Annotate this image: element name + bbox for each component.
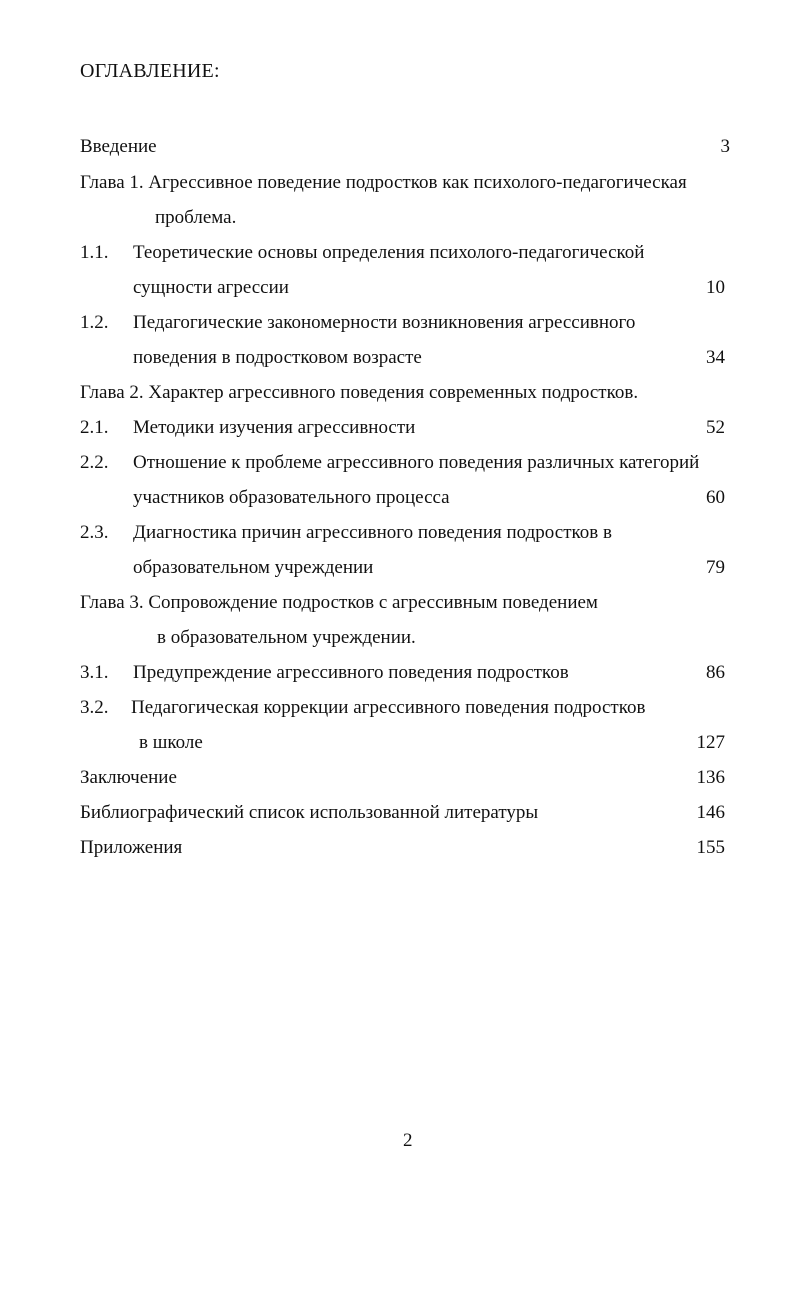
toc-section-1-2-cont [133,346,725,370]
toc-section-number: 1.1. [80,242,109,263]
toc-entry-label: Предупреждение агрессивного поведения подростков [133,662,569,683]
toc-section-1-1-cont [133,276,725,300]
toc-section-number: 2.1. [80,417,109,438]
toc-chapter-3-title-cont: в образовательном учреждении. [157,627,416,648]
page-number: 2 [403,1130,413,1151]
toc-entry-label: в школе [139,732,203,753]
toc-section-number: 2.3. [80,522,109,543]
toc-section-3-2-title: Педагогическая коррекции агрессивного поведения подростков [131,697,646,718]
toc-entry-page: 127 [696,732,725,753]
toc-section-1-1-title: Теоретические основы определения психолого-педагогической [133,242,645,263]
toc-chapter-1-title: Глава 1. Агрессивное поведение подростков как психолого-педагогическая [80,172,687,193]
toc-entry-page: 155 [696,837,725,858]
toc-entry-page: 79 [706,557,725,578]
toc-entry-label: Библиографический список использованной литературы [80,802,539,823]
toc-entry-page: 52 [706,417,725,438]
toc-entry-page: 136 [696,767,725,788]
toc-section-2-2-title: Отношение к проблеме агрессивного поведения различных категорий [133,452,700,473]
toc-entry-label: образовательном учреждении [133,557,374,578]
toc-entry-conclusion [80,766,725,790]
toc-section-2-2-cont [133,486,725,510]
toc-entry-label: Методики изучения агрессивности [133,417,416,438]
toc-entry-bibliography [80,801,725,825]
toc-entry-label: сущности агрессии [133,277,289,298]
toc-entry-page: 34 [706,347,725,368]
toc-entry-page: 146 [696,802,725,823]
toc-entry-label: участников образовательного процесса [133,487,450,508]
toc-section-2-3-cont [133,556,725,580]
toc-entry-appendices [80,836,725,860]
toc-entry-introduction [80,135,730,159]
toc-chapter-3-title: Глава 3. Сопровождение подростков с агрессивным поведением [80,592,598,613]
toc-section-1-2-title: Педагогические закономерности возникновения агрессивного [133,312,636,333]
toc-entry-page: 10 [706,277,725,298]
toc-section-3-2-cont [139,731,725,755]
toc-chapter-2-title: Глава 2. Характер агрессивного поведения современных подростков. [80,382,639,403]
toc-entry-label: Заключение [80,767,177,788]
toc-section-2-3-title: Диагностика причин агрессивного поведения подростков в [133,522,612,543]
toc-section-number: 1.2. [80,312,109,333]
toc-heading: ОГЛАВЛЕНИЕ: [80,60,220,82]
toc-section-number: 2.2. [80,452,109,473]
toc-entry-page: 86 [706,662,725,683]
toc-section-number: 3.2. [80,697,109,718]
toc-chapter-1-title-cont: проблема. [155,207,237,228]
toc-entry-label: Введение [80,136,157,157]
toc-entry-label: поведения в подростковом возрасте [133,347,422,368]
toc-section-2-1 [133,416,725,440]
toc-entry-page: 60 [706,487,725,508]
toc-entry-page: 3 [720,136,730,157]
toc-section-number: 3.1. [80,662,109,683]
toc-entry-label: Приложения [80,837,183,858]
toc-section-3-1 [133,661,725,685]
